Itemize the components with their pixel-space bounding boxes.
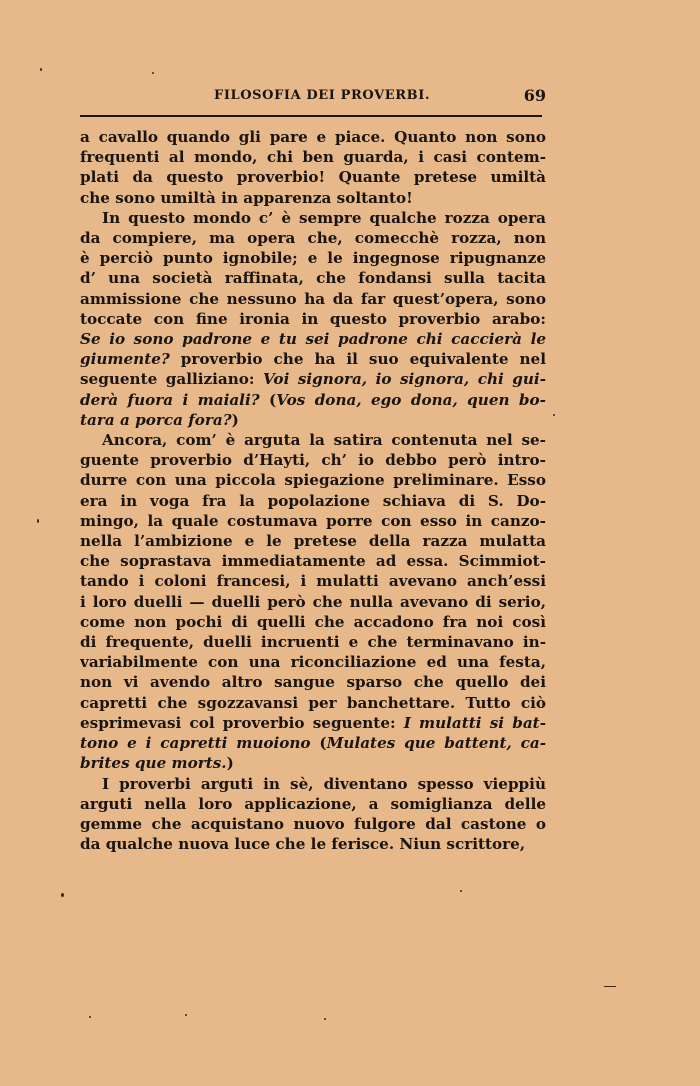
text-line bbox=[80, 410, 546, 430]
text-segment: durre con una piccola spiegazione preliminare. Esso bbox=[80, 471, 546, 490]
text-line bbox=[80, 511, 546, 531]
page-number: 69 bbox=[523, 86, 546, 105]
text-segment: ) bbox=[231, 410, 239, 429]
text-line bbox=[80, 430, 546, 450]
scan-speck bbox=[324, 1018, 326, 1020]
italic-text: tono e i capretti muoiono bbox=[80, 734, 311, 753]
text-segment: gemme che acquistano nuovo fulgore dal castone o bbox=[80, 814, 546, 833]
body-text bbox=[80, 127, 546, 854]
text-segment: seguente galliziano: bbox=[80, 370, 264, 389]
scan-speck bbox=[553, 414, 555, 416]
scan-speck bbox=[61, 893, 64, 897]
text-line bbox=[80, 531, 546, 551]
text-line bbox=[80, 369, 546, 389]
scan-speck bbox=[152, 72, 154, 74]
scan-speck bbox=[185, 1014, 187, 1016]
text-segment: d’ una società raffinata, che fondansi sulla tacita bbox=[80, 269, 546, 288]
text-line bbox=[80, 672, 546, 692]
text-segment: che soprastava immediatamente ad essa. Scimmiot- bbox=[80, 552, 546, 571]
scan-speck bbox=[37, 519, 39, 523]
italic-text: giumente? bbox=[80, 350, 170, 369]
text-line bbox=[80, 551, 546, 571]
text-line bbox=[80, 713, 546, 733]
text-line bbox=[80, 127, 546, 147]
italic-text: brites que morts. bbox=[80, 754, 227, 773]
paragraph bbox=[80, 430, 546, 773]
text-line bbox=[80, 612, 546, 632]
text-line bbox=[80, 228, 546, 248]
text-line bbox=[80, 268, 546, 288]
text-line bbox=[80, 814, 546, 834]
text-line bbox=[80, 188, 546, 208]
text-segment: da compiere, ma opera che, comecchè rozza, non bbox=[80, 229, 546, 248]
text-segment: ( bbox=[310, 734, 327, 753]
text-segment: plati da questo proverbio! Quante pretese umiltà bbox=[80, 168, 546, 187]
text-line bbox=[80, 349, 546, 369]
text-segment: ( bbox=[259, 390, 277, 409]
text-segment: non vi avendo altro sangue sparso che quello dei bbox=[80, 673, 546, 692]
text-segment: I proverbi arguti in sè, diventano spesso vieppiù bbox=[102, 774, 546, 793]
text-line bbox=[80, 309, 546, 329]
text-segment: toccate con fine ironia in questo proverbio arabo: bbox=[80, 309, 546, 328]
text-segment: mingo, la quale costumava porre con esso in canzo- bbox=[80, 511, 546, 530]
italic-text: derà fuora i maiali? bbox=[80, 390, 260, 409]
text-line bbox=[80, 693, 546, 713]
paragraph bbox=[80, 774, 546, 855]
italic-text: Vos dona, ego dona, quen bo- bbox=[276, 390, 546, 409]
scan-speck bbox=[460, 890, 462, 892]
paragraph bbox=[80, 208, 546, 430]
text-segment: ammissione che nessuno ha da far quest’opera, sono bbox=[80, 289, 546, 308]
text-line bbox=[80, 652, 546, 672]
text-line bbox=[80, 632, 546, 652]
text-segment: che sono umiltà in apparenza soltanto! bbox=[80, 188, 413, 207]
text-line bbox=[80, 470, 546, 490]
text-segment: frequenti al mondo, chi ben guarda, i casi contem- bbox=[80, 148, 546, 167]
italic-text: tara a porca fora? bbox=[80, 410, 232, 429]
text-segment: arguti nella loro applicazione, a somiglianza delle bbox=[80, 794, 546, 813]
text-line bbox=[80, 733, 546, 753]
text-line bbox=[80, 329, 546, 349]
text-line bbox=[80, 390, 546, 410]
text-segment: capretti che sgozzavansi per banchettare. Tutto ciò bbox=[80, 693, 546, 712]
text-segment: variabilmente con una riconciliazione ed una festa, bbox=[80, 653, 546, 672]
italic-text: Mulates que battent, ca- bbox=[326, 734, 546, 753]
text-segment: era in voga fra la popolazione schiava di S. Do- bbox=[80, 491, 546, 510]
text-segment: come non pochi di quelli che accadono fra noi così bbox=[80, 612, 546, 631]
text-segment: ) bbox=[226, 754, 234, 773]
italic-text: I mulatti si bat- bbox=[403, 713, 546, 732]
scan-speck bbox=[89, 1016, 91, 1018]
header-rule bbox=[80, 115, 542, 117]
text-line bbox=[80, 774, 546, 794]
text-segment: proverbio che ha il suo equivalente nel bbox=[169, 350, 546, 369]
text-segment: tando i coloni francesi, i mulatti avevano anch’essi bbox=[80, 572, 546, 591]
text-segment: è perciò punto ignobile; e le ingegnose ripugnanze bbox=[80, 249, 546, 268]
text-line bbox=[80, 147, 546, 167]
italic-text: Se io sono padrone e tu sei padrone chi caccierà le bbox=[80, 330, 546, 349]
text-line bbox=[80, 753, 546, 773]
text-line bbox=[80, 289, 546, 309]
page-header bbox=[80, 86, 546, 110]
text-segment: i loro duelli — duelli però che nulla avevano di serio, bbox=[80, 592, 546, 611]
text-segment: da qualche nuova luce che le ferisce. Niun scrittore, bbox=[80, 835, 526, 854]
text-line bbox=[80, 167, 546, 187]
paragraph bbox=[80, 127, 546, 208]
text-segment: esprimevasi col proverbio seguente: bbox=[80, 713, 404, 732]
italic-text: Voi signora, io signora, chi gui- bbox=[263, 370, 546, 389]
text-segment: In questo mondo c’ è sempre qualche rozza opera bbox=[102, 208, 546, 227]
scan-speck bbox=[40, 68, 42, 71]
running-title: FILOSOFIA DEI PROVERBI. bbox=[214, 88, 431, 103]
text-line bbox=[80, 450, 546, 470]
scan-speck bbox=[604, 986, 616, 987]
text-line bbox=[80, 794, 546, 814]
text-line bbox=[80, 208, 546, 228]
text-segment: a cavallo quando gli pare e piace. Quanto non sono bbox=[80, 128, 546, 146]
text-line bbox=[80, 248, 546, 268]
text-segment: Ancora, com’ è arguta la satira contenuta nel se- bbox=[102, 431, 546, 450]
text-line bbox=[80, 571, 546, 591]
text-line bbox=[80, 834, 546, 854]
text-line bbox=[80, 592, 546, 612]
text-segment: nella l’ambizione e le pretese della razza mulatta bbox=[80, 532, 546, 551]
text-segment: guente proverbio d’Hayti, ch’ io debbo però intro- bbox=[80, 451, 546, 470]
text-line bbox=[80, 491, 546, 511]
text-segment: di frequente, duelli incruenti e che terminavano in- bbox=[80, 633, 546, 652]
